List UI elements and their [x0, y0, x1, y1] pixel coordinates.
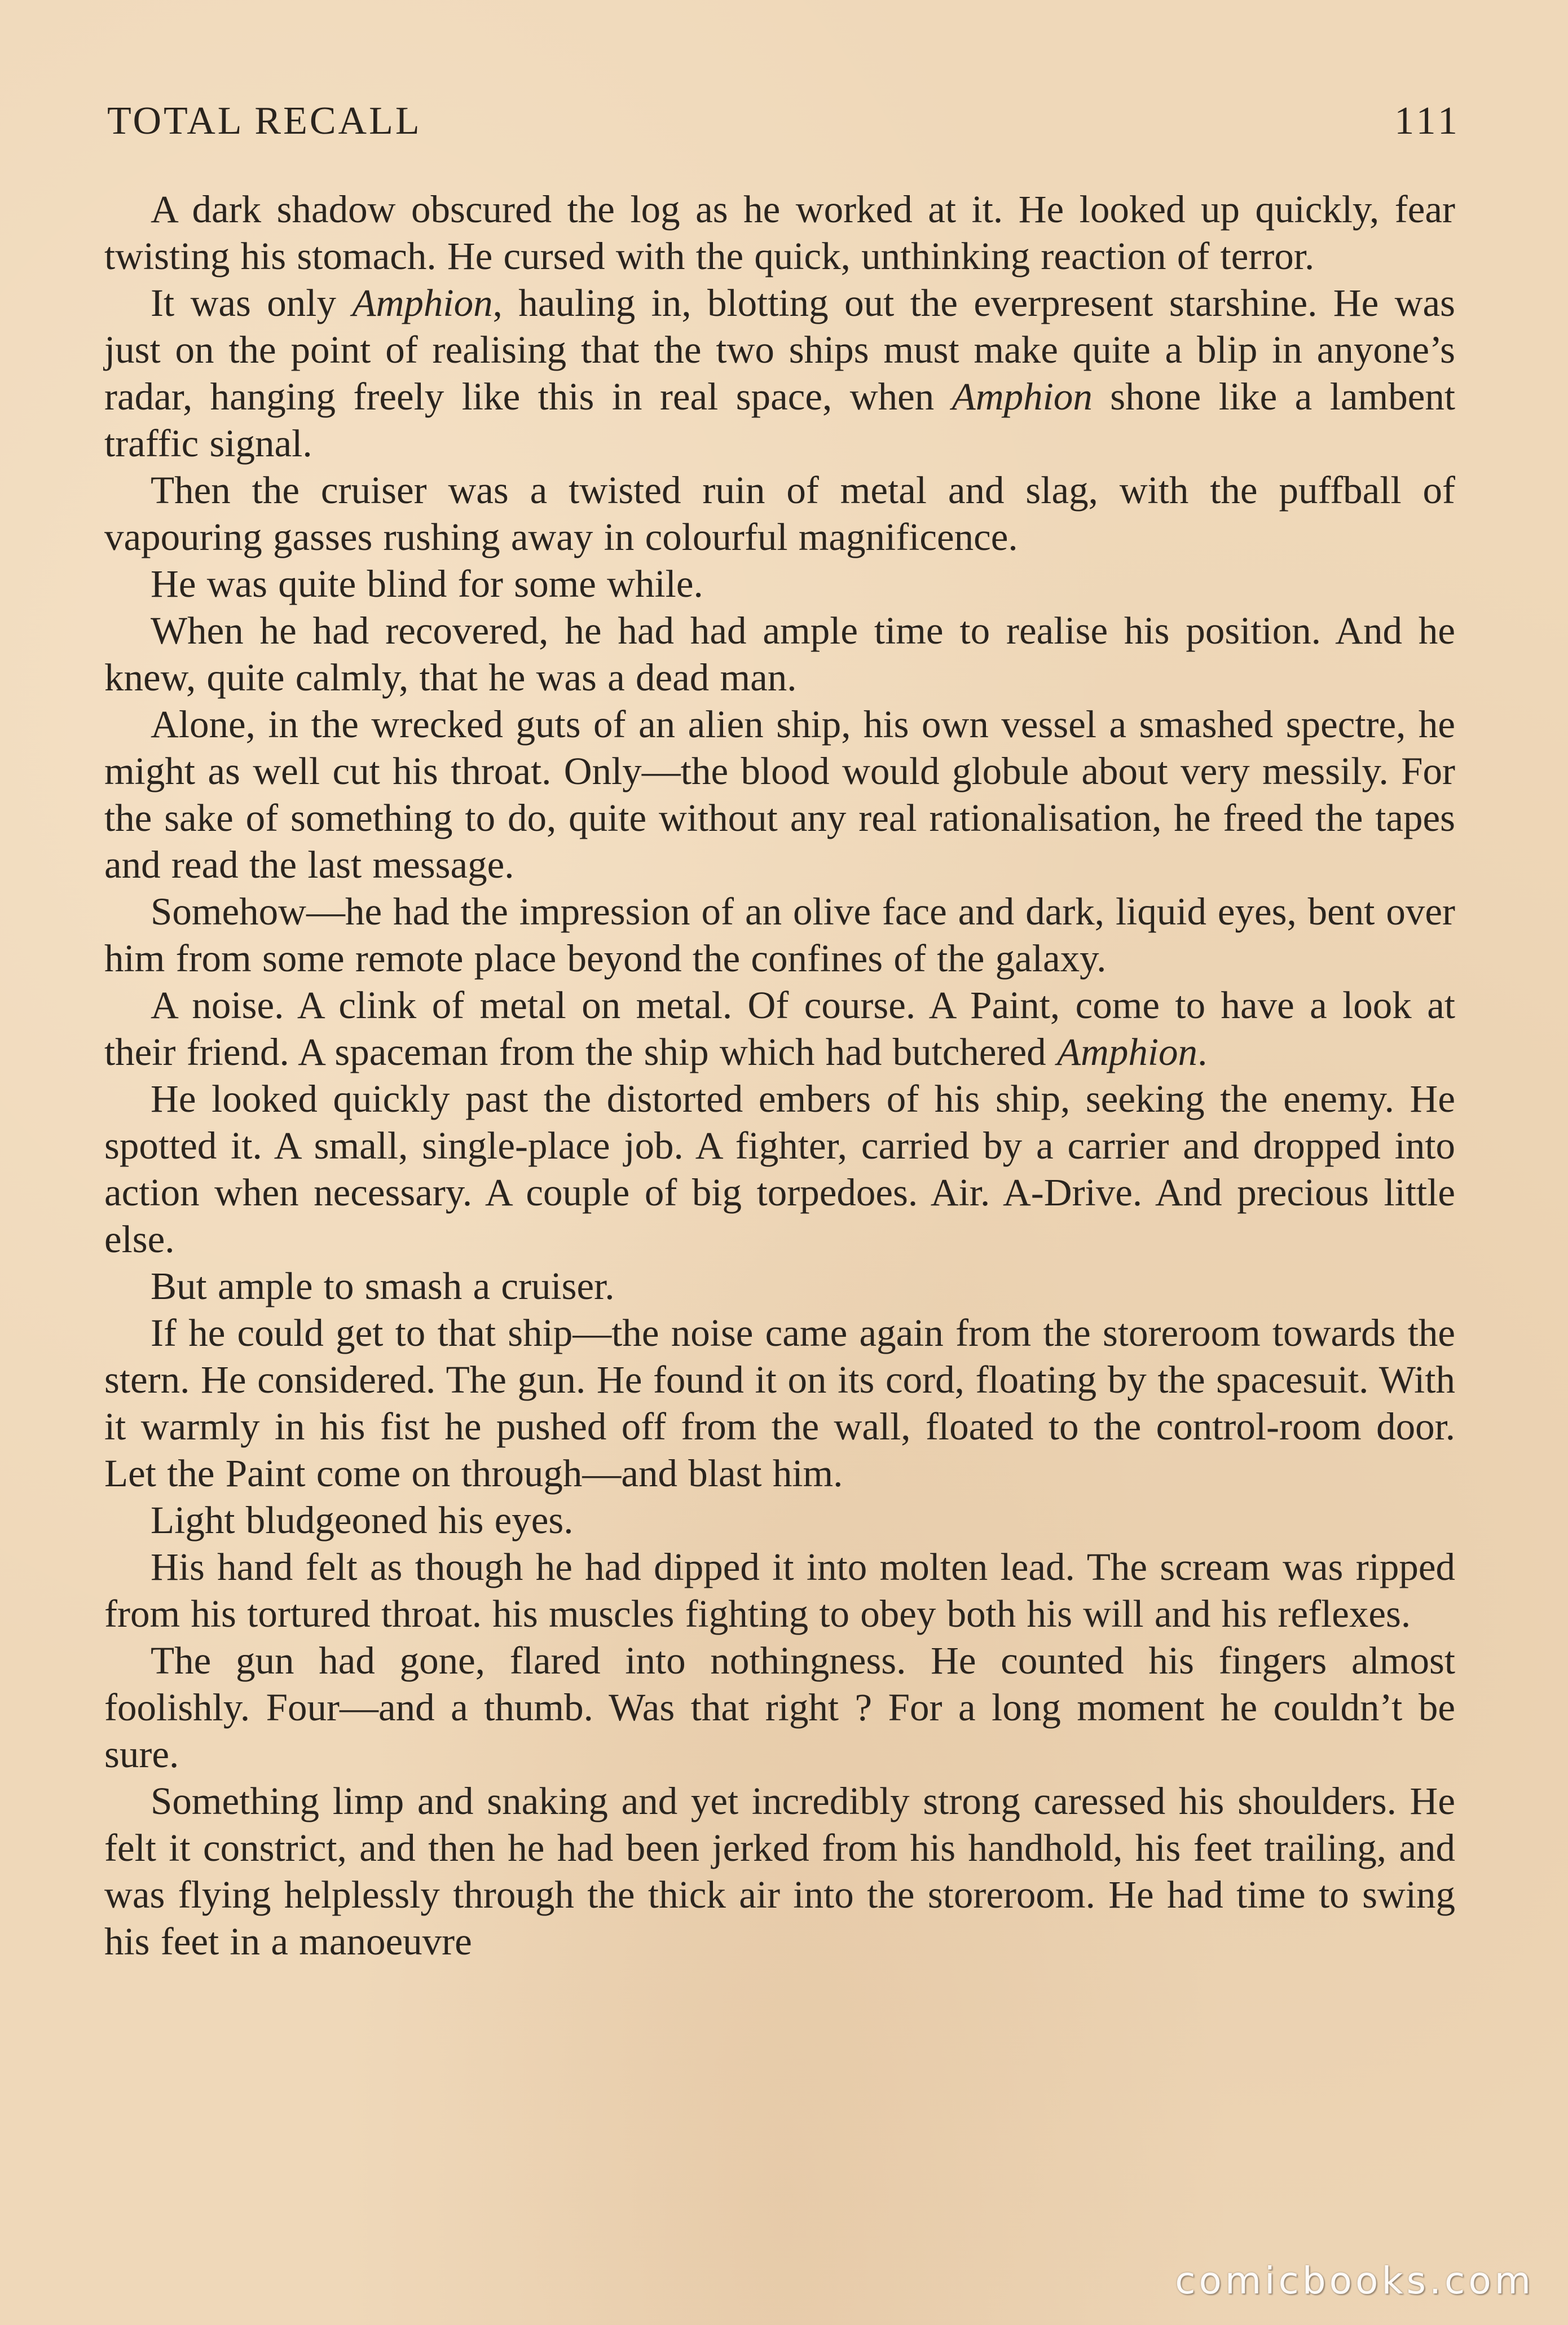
paragraph: [104, 1310, 1455, 1497]
text-segment: Light bludgeoned his eyes.: [151, 1499, 574, 1542]
text-segment: Alone, in the wrecked guts of an alien ship, his own vessel a smashed spectre, he might as well cut his throat. Only—the blood would globule about very messily. For the sake of something to do, quite without any real rationalisation, he freed the tapes and read the last message.: [104, 703, 1455, 886]
paragraph: [104, 1263, 1455, 1310]
paragraph: [104, 982, 1455, 1076]
text-segment: Somehow—he had the impression of an olive face and dark, liquid eyes, bent over him from some remote place beyond the confines of the galaxy.: [104, 890, 1455, 980]
text-segment: He was quite blind for some while.: [151, 562, 703, 605]
italic-text: Amphion: [952, 375, 1093, 418]
text-segment: .: [1197, 1031, 1208, 1073]
paragraph: [104, 701, 1455, 888]
italic-text: Amphion: [352, 281, 493, 324]
paragraph: [104, 1637, 1455, 1778]
paragraph: [104, 888, 1455, 982]
text-segment: When he had recovered, he had had ample time to realise his position. And he knew, quite calmly, that he was a dead man.: [104, 609, 1455, 699]
text-segment: Then the cruiser was a twisted ruin of metal and slag, with the puffball of vapouring gasses rushing away in colourful magnificence.: [104, 469, 1455, 558]
text-segment: But ample to smash a cruiser.: [151, 1265, 615, 1307]
text-segment: He looked quickly past the distorted embers of his ship, seeking the enemy. He spotted it. A small, single-place job. A fighter, carried by a carrier and dropped into action when necessary. A couple of big torpedoes. Air. A-Drive. And precious little else.: [104, 1077, 1455, 1261]
paragraph: [104, 561, 1455, 607]
text-segment: A dark shadow obscured the log as he worked at it. He looked up quickly, fear twisting his stomach. He cursed with the quick, unthinking reaction of terror.: [104, 188, 1455, 278]
paragraph: [104, 1497, 1455, 1544]
text-segment: shone like a lambent traffic signal.: [104, 375, 1455, 465]
paragraph: [104, 1778, 1455, 1965]
paragraph: [104, 186, 1455, 280]
text-segment: Something limp and snaking and yet incredibly strong caressed his shoulders. He felt it constrict, and then he had been jerked from his handhold, his feet trailing, and was flying helplessly through the thick air into the storeroom. He had time to swing his feet in a manoeuvre: [104, 1780, 1455, 1963]
text-segment: A noise. A clink of metal on metal. Of course. A Paint, come to have a look at their friend. A spaceman from the ship which had butchered: [104, 984, 1455, 1073]
paragraph: [104, 1544, 1455, 1637]
text-segment: , hauling in, blotting out the everpresent starshine. He was just on the point of realising that the two ships must make quite a blip in anyone’s radar, hanging freely like this in real space, when: [104, 281, 1455, 418]
running-title: TOTAL RECALL: [107, 99, 422, 143]
text-segment: His hand felt as though he had dipped it into molten lead. The scream was ripped from his tortured throat. his muscles fighting to obey both his will and his reflexes.: [104, 1545, 1455, 1635]
page-number: 111: [1394, 99, 1461, 143]
italic-text: Amphion: [1056, 1031, 1198, 1073]
paragraph: [104, 280, 1455, 467]
paragraph: [104, 607, 1455, 701]
paragraph: [104, 1076, 1455, 1263]
text-segment: The gun had gone, flared into nothingness. He counted his fingers almost foolishly. Four—and a thumb. Was that right ? For a long moment he couldn’t be sure.: [104, 1639, 1455, 1776]
running-head: [107, 93, 1461, 149]
text-segment: If he could get to that ship—the noise came again from the storeroom towards the stern. He considered. The gun. He found it on its cord, floating by the spacesuit. With it warmly in his fist he pushed off from the wall, floated to the control-room door. Let the Paint come on through—and blast him.: [104, 1311, 1455, 1495]
paragraph: [104, 467, 1455, 561]
text-segment: It was only: [151, 281, 353, 324]
watermark: comicbooks.com: [1175, 2259, 1534, 2302]
body-text: [104, 186, 1455, 1965]
